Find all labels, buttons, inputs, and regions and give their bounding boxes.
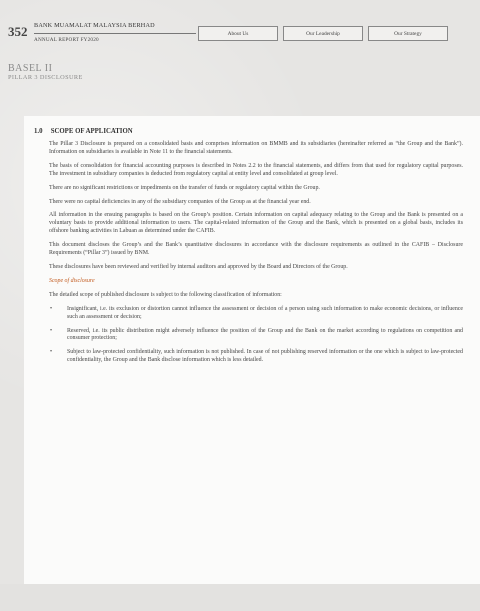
nav-our-strategy-button[interactable]: Our Strategy bbox=[368, 26, 448, 41]
paragraph: The basis of consolidation for financial accounting purposes is described in Notes 2.2 to the financial statements, and differs from that used for regulatory capital purposes. The investment in subsidiary companies is deducted from regulatory capital at entity level and consolidated at group level. bbox=[49, 162, 463, 177]
list-item-text: Reserved, i.e. its public distribution might adversely influence the position of the Group and the Bank on the market according to regulations on competition and consumer protection; bbox=[67, 327, 463, 342]
header-divider bbox=[34, 33, 196, 34]
heading-number: 1.0 bbox=[34, 128, 43, 135]
bullet-icon: • bbox=[50, 305, 53, 312]
section-subtitle: PILLAR 3 DISCLOSURE bbox=[8, 74, 83, 81]
heading-text: SCOPE OF APPLICATION bbox=[50, 128, 133, 135]
paragraph: All information in the ensuing paragraphs is based on the Group’s position. Certain information on capital adequacy relating to the Group and the Bank is presented on a voluntary basis to provide additional information to users. The capital-related information of the Group and the Bank, which is presented on a global basis, includes its offshore banking activities in Labuan as determined under the CAFIB. bbox=[49, 212, 463, 235]
bullet-icon: • bbox=[50, 327, 53, 334]
paragraph: There were no capital deficiencies in any of the subsidiary companies of the Group as at the financial year end. bbox=[49, 198, 311, 205]
list-item-text: Subject to law-protected confidentiality, such information is not published. In case of not publishing reserved information or the one which is subject to law-protected confidentiality, the Group and the Bank disclose information which is less detailed. bbox=[67, 349, 463, 364]
paragraph: There are no significant restrictions or impediments on the transfer of funds or regulatory capital within the Group. bbox=[49, 184, 320, 191]
paragraph: This document discloses the Group’s and the Bank’s quantitative disclosures in accordance with the disclosure requirements as outlined in the CAFIB – Disclosure Requirements (“Pillar 3”) issued by BNM. bbox=[49, 242, 463, 257]
list-item-text: Insignificant, i.e. its exclusion or distortion cannot influence the assessment or decision of a person using such information to make economic decisions, or influence such an assessment or decision; bbox=[67, 305, 463, 320]
bullet-icon: • bbox=[50, 349, 53, 356]
section-title: BASEL II bbox=[8, 63, 53, 74]
list-item bbox=[49, 349, 463, 365]
section-heading bbox=[34, 128, 133, 135]
company-name: BANK MUAMALAT MALAYSIA BERHAD bbox=[34, 22, 155, 29]
content-panel bbox=[24, 116, 480, 584]
page-footer-strip bbox=[0, 584, 480, 611]
nav-about-us-button[interactable]: About Us bbox=[198, 26, 278, 41]
page-number: 352 bbox=[8, 24, 28, 39]
bullet-list bbox=[49, 306, 463, 365]
paragraph: The detailed scope of published disclosure is subject to the following classification of information: bbox=[49, 291, 282, 298]
top-nav bbox=[198, 26, 448, 41]
report-title: ANNUAL REPORT FY2020 bbox=[34, 37, 99, 43]
paragraph: The Pillar 3 Disclosure is prepared on a consolidated basis and comprises information on BMMB and its subsidiaries (hereinafter referred as “the Group and the Bank”). Information on subsidiaries is available in Note 11 to the financial statements. bbox=[49, 141, 463, 155]
body-text bbox=[49, 141, 463, 371]
page-header bbox=[0, 0, 480, 50]
list-item bbox=[49, 306, 463, 322]
subheading: Scope of disclosure bbox=[49, 277, 95, 284]
paragraph: These disclosures have been reviewed and verified by internal auditors and approved by the Board and Directors of the Group. bbox=[49, 263, 348, 270]
list-item bbox=[49, 328, 463, 344]
nav-our-leadership-button[interactable]: Our Leadership bbox=[283, 26, 363, 41]
